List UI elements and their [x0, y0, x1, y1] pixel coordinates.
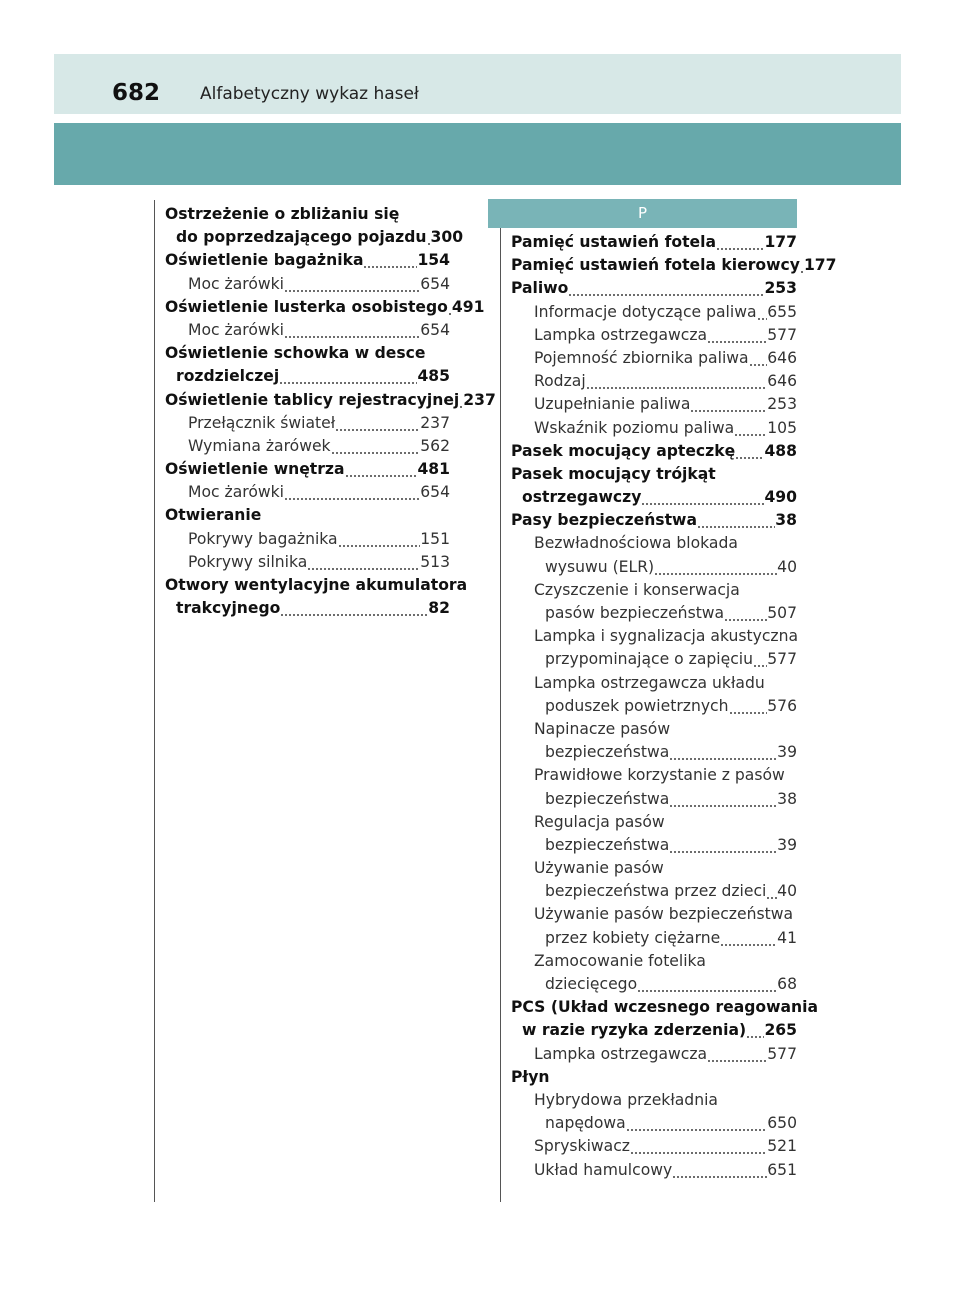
dot-leader	[335, 412, 420, 435]
entry-text: Moc żarówki	[188, 320, 284, 339]
section-letter-header: P	[488, 199, 797, 228]
entry-text: Oświetlenie lusterka osobistego	[165, 297, 448, 316]
dot-leader	[690, 393, 767, 416]
page-reference: 490	[764, 488, 797, 507]
index-entry	[165, 412, 450, 435]
page-reference: 513	[420, 552, 450, 571]
dot-leader	[720, 927, 777, 950]
page-reference: 177	[764, 233, 797, 251]
entry-text: Rodzaj	[534, 372, 586, 391]
index-entry	[511, 1066, 797, 1089]
index-entry	[165, 296, 485, 319]
entry-text: bezpieczeństwa	[545, 789, 670, 808]
dot-leader	[363, 249, 417, 272]
page-reference: 507	[767, 604, 797, 622]
dot-leader	[766, 880, 777, 903]
entry-text: Pamięć ustawień fotela	[511, 233, 716, 251]
entry-text: Moc żarówki	[188, 483, 284, 502]
index-entry	[511, 672, 797, 695]
page-reference: 105	[767, 418, 797, 437]
dot-leader	[724, 602, 767, 625]
entry-text: poduszek powietrznych	[545, 696, 729, 715]
dot-leader	[669, 741, 777, 764]
page-reference: 38	[775, 511, 797, 530]
index-column-left	[165, 203, 496, 620]
index-entry	[511, 927, 797, 950]
page-reference: 39	[777, 835, 797, 854]
index-entry	[511, 857, 797, 880]
entry-text: Napinacze pasów	[534, 719, 671, 738]
entry-text: przez kobiety ciężarne	[545, 928, 721, 947]
page-reference: 654	[420, 483, 450, 502]
page-reference: 655	[767, 302, 797, 321]
index-entry	[165, 481, 450, 504]
index-entry	[511, 1089, 797, 1112]
index-entry	[511, 903, 797, 926]
dot-leader	[338, 528, 421, 551]
dot-leader	[716, 231, 764, 254]
entry-text: Prawidłowe korzystanie z pasów	[534, 766, 785, 785]
page-reference: 491	[451, 297, 485, 316]
index-entry	[511, 254, 837, 277]
index-entry	[511, 509, 797, 532]
index-entry	[165, 365, 450, 388]
entry-text: Bezwładnościowa blokada	[534, 534, 738, 553]
entry-text: Informacje dotyczące paliwa	[534, 302, 757, 321]
entry-text: Paliwo	[511, 279, 569, 298]
index-entry	[511, 741, 797, 764]
entry-text: PCS (Układ wczesnego reagowania	[511, 998, 819, 1017]
page-reference: 151	[420, 529, 450, 548]
dot-leader	[669, 788, 777, 811]
entry-text: Lampka ostrzegawcza	[534, 1044, 708, 1063]
dot-leader	[707, 324, 767, 347]
entry-text: Oświetlenie wnętrza	[165, 460, 345, 479]
index-entry	[165, 203, 450, 226]
index-entry	[511, 811, 797, 834]
dot-leader	[284, 273, 420, 296]
page-title: Alfabetyczny wykaz haseł	[200, 84, 419, 104]
dot-leader	[746, 1019, 764, 1042]
page-reference: 253	[767, 395, 797, 414]
dot-leader	[697, 509, 775, 532]
header-bar	[54, 54, 901, 114]
dot-leader	[735, 440, 764, 463]
dot-leader	[729, 695, 768, 718]
dot-leader	[654, 556, 777, 579]
entry-text: Oświetlenie bagażnika	[165, 251, 364, 270]
page-reference: 481	[417, 460, 450, 479]
index-entry	[511, 347, 797, 370]
page-reference: 237	[420, 413, 450, 432]
dot-leader	[669, 834, 777, 857]
index-entry	[511, 486, 797, 509]
index-entry	[511, 579, 797, 602]
entry-text: wysuwu (ELR)	[545, 557, 655, 576]
index-entry	[511, 277, 797, 300]
dot-leader	[753, 648, 767, 671]
entry-text: Przełącznik świateł	[188, 413, 336, 432]
entry-text: Używanie pasów bezpieczeństwa	[534, 905, 794, 924]
page-reference: 654	[420, 274, 450, 293]
index-entry	[511, 764, 797, 787]
dot-leader	[707, 1043, 767, 1066]
page-reference: 646	[767, 372, 797, 391]
index-entry	[511, 1112, 797, 1135]
entry-text: Hybrydowa przekładnia	[534, 1090, 718, 1109]
index-entry	[165, 273, 450, 296]
entry-text: Lampka i sygnalizacja akustyczna	[534, 627, 799, 646]
page-reference: 38	[777, 789, 797, 808]
index-entry	[511, 1159, 797, 1182]
dot-leader	[641, 486, 764, 509]
entry-text: Pasek mocujący apteczkę	[511, 441, 736, 460]
decorative-band	[54, 123, 901, 185]
index-entry	[511, 324, 797, 347]
index-entry	[165, 574, 468, 597]
dot-leader	[734, 417, 767, 440]
index-entry	[511, 1043, 797, 1066]
entry-text: bezpieczeństwa przez dzieci	[545, 882, 767, 901]
page-reference: 154	[417, 251, 450, 270]
entry-text: Pasek mocujący trójkąt	[511, 464, 716, 483]
dot-leader	[331, 435, 421, 458]
dot-leader	[749, 347, 768, 370]
page-reference: 646	[767, 348, 797, 367]
page-reference: 300	[430, 228, 464, 247]
page-reference: 39	[777, 743, 797, 762]
index-entry	[511, 370, 797, 393]
page-reference: 82	[428, 599, 450, 618]
page-reference: 40	[777, 882, 797, 901]
dot-leader	[279, 365, 417, 388]
index-entry	[511, 417, 797, 440]
page-reference: 237	[463, 390, 496, 409]
entry-text: Pasy bezpieczeństwa	[511, 511, 697, 530]
index-entry	[511, 996, 819, 1019]
entry-text: Używanie pasów	[534, 859, 664, 878]
entry-text: Wymiana żarówek	[188, 436, 331, 455]
index-entry	[165, 597, 450, 620]
page-number: 682	[112, 80, 161, 106]
entry-text: Otwieranie	[165, 506, 262, 525]
column-divider-right	[500, 228, 501, 1202]
page-reference: 68	[777, 975, 797, 993]
index-entry	[511, 950, 797, 973]
entry-text: Otwory wentylacyjne akumulatora	[165, 576, 468, 594]
entry-text: Płyn	[511, 1067, 550, 1086]
page-reference: 577	[767, 1044, 797, 1063]
dot-leader	[757, 301, 768, 324]
dot-leader	[345, 458, 418, 481]
entry-text: Układ hamulcowy	[534, 1160, 673, 1179]
entry-text: Regulacja pasów	[534, 812, 665, 831]
dot-leader	[586, 370, 768, 393]
dot-leader	[672, 1159, 767, 1182]
page-reference: 253	[764, 279, 797, 298]
index-entry	[165, 342, 450, 365]
index-entry	[511, 695, 797, 718]
index-entry	[511, 1019, 797, 1042]
entry-text: Spryskiwacz	[534, 1137, 630, 1156]
entry-text: Wskaźnik poziomu paliwa	[534, 418, 735, 437]
entry-text: Pokrywy silnika	[188, 552, 308, 571]
index-entry	[165, 435, 450, 458]
index-entry	[511, 231, 797, 254]
dot-leader	[284, 319, 420, 342]
entry-text: Lampka ostrzegawcza	[534, 325, 708, 344]
entry-text: Pojemność zbiornika paliwa	[534, 348, 749, 367]
index-entry	[165, 458, 450, 481]
index-entry	[165, 504, 450, 527]
dot-leader	[626, 1112, 768, 1135]
index-entry	[511, 788, 797, 811]
entry-text: bezpieczeństwa	[545, 743, 670, 762]
entry-text: Oświetlenie schowka w desce	[165, 344, 426, 363]
page-reference: 488	[764, 441, 797, 460]
entry-text: Zamocowanie fotelika	[534, 951, 706, 970]
page-reference: 177	[803, 256, 837, 275]
page-reference: 265	[764, 1021, 797, 1040]
entry-text: w razie ryzyka zderzenia)	[522, 1021, 747, 1040]
entry-text: Ostrzeżenie o zbliżaniu się	[165, 205, 400, 223]
entry-text: bezpieczeństwa	[545, 835, 670, 854]
index-entry	[511, 1135, 797, 1158]
dot-leader	[630, 1135, 767, 1158]
index-entry	[511, 602, 797, 625]
page-reference: 576	[767, 696, 797, 715]
entry-text: trakcyjnego	[176, 599, 281, 618]
index-entry	[165, 226, 464, 249]
page-reference: 485	[417, 367, 450, 386]
index-entry	[165, 551, 450, 574]
index-entry	[165, 249, 450, 272]
dot-leader	[568, 277, 764, 300]
dot-leader	[637, 973, 777, 996]
entry-text: Czyszczenie i konserwacja	[534, 580, 740, 599]
entry-text: dziecięcego	[545, 975, 638, 993]
index-entry	[511, 301, 797, 324]
page-reference: 651	[767, 1160, 797, 1179]
index-entry	[511, 440, 797, 463]
index-entry	[511, 625, 797, 648]
index-entry	[511, 532, 797, 555]
entry-text: przypominające o zapięciu	[545, 650, 753, 669]
index-entry	[511, 834, 797, 857]
index-entry	[511, 973, 797, 996]
index-entry	[511, 393, 797, 416]
page-reference: 562	[420, 436, 450, 455]
page-reference: 41	[777, 928, 797, 947]
entry-text: Pamięć ustawień fotela kierowcy	[511, 256, 800, 275]
column-divider-left	[154, 200, 155, 1202]
entry-text: ostrzegawczy	[522, 488, 642, 507]
page-reference: 521	[767, 1137, 797, 1156]
index-entry	[165, 528, 450, 551]
entry-text: napędowa	[545, 1114, 626, 1133]
index-entry	[511, 648, 797, 671]
index-entry	[511, 463, 797, 486]
entry-text: rozdzielczej	[176, 367, 280, 386]
index-entry	[511, 880, 797, 903]
entry-text: Pokrywy bagażnika	[188, 529, 338, 548]
entry-text: pasów bezpieczeństwa	[545, 604, 725, 622]
index-entry	[511, 718, 797, 741]
dot-leader	[307, 551, 420, 574]
entry-text: do poprzedzającego pojazdu	[176, 228, 427, 247]
index-entry	[165, 319, 450, 342]
page-reference: 650	[767, 1114, 797, 1133]
index-entry	[511, 556, 797, 579]
dot-leader	[284, 481, 420, 504]
page-reference: 577	[767, 325, 797, 344]
page-reference: 654	[420, 320, 450, 339]
page-reference: 577	[767, 650, 797, 669]
index-column-right	[511, 231, 837, 1182]
page-reference: 40	[777, 557, 797, 576]
entry-text: Uzupełnianie paliwa	[534, 395, 691, 414]
entry-text: Moc żarówki	[188, 274, 284, 293]
entry-text: Oświetlenie tablicy rejestracyjnej	[165, 390, 460, 409]
dot-leader	[280, 597, 428, 620]
entry-text: Lampka ostrzegawcza układu	[534, 673, 765, 692]
index-entry	[165, 389, 496, 412]
